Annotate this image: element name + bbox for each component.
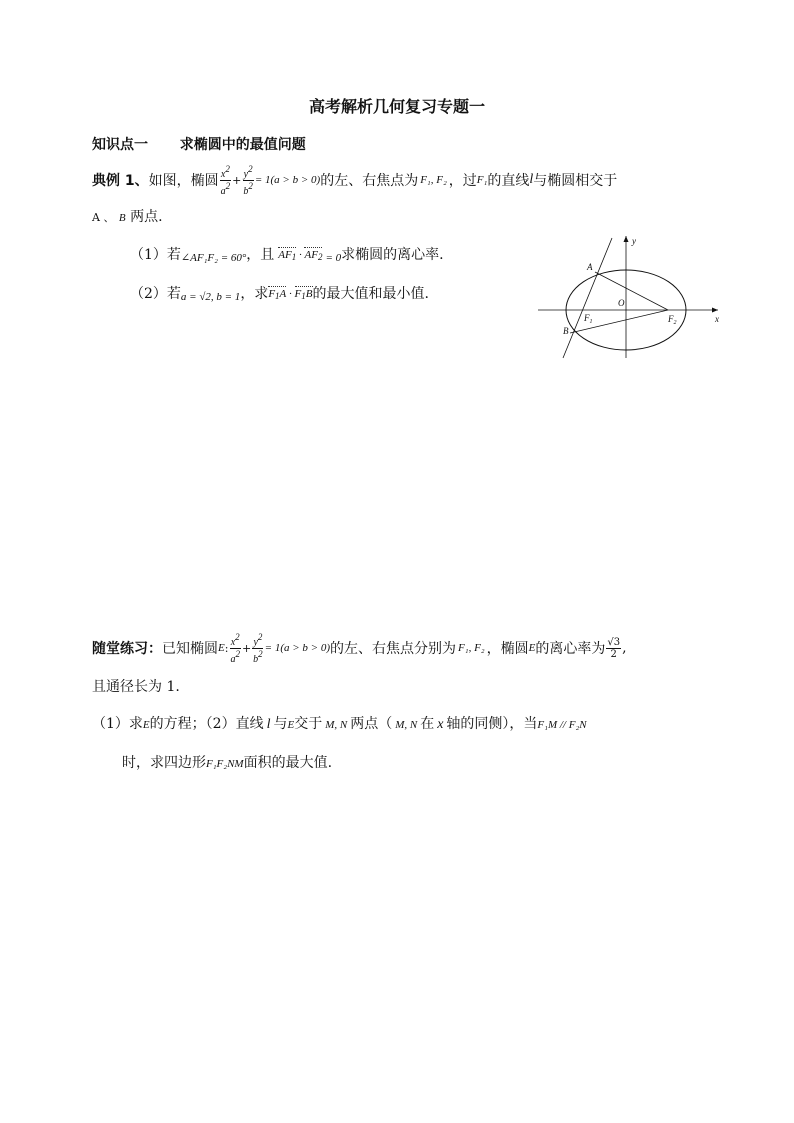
section-label: 知识点一 [92, 137, 148, 153]
example1-intro-e: 与椭圆相交于 [533, 173, 618, 189]
practice-intro-b: 的左、右焦点分别为 [330, 641, 457, 657]
practice-mn-2: M, N [395, 719, 418, 731]
practice-question2 [122, 752, 332, 772]
section-title: 求椭圆中的最值问题 [179, 137, 306, 153]
ellipse-figure [530, 228, 730, 363]
section-heading [92, 134, 306, 154]
q1-angle: ∠AF₁F₂ = 60° [180, 252, 247, 264]
practice-intro-d: 的离心率为 [535, 641, 606, 657]
practice-x-axis: x [437, 717, 444, 732]
point-a-label: A 、 [92, 211, 115, 224]
practice-quad: F₁F₂NM [206, 758, 244, 770]
practice-ellipse-name-2: E [528, 642, 536, 654]
practice-q1-e: 两点（ [350, 716, 393, 732]
practice-ellipse-condition: = 1(a > b > 0) [264, 642, 331, 654]
label-focus2: $F_2$ [668, 314, 677, 326]
example1-question2 [130, 283, 429, 303]
example1-intro-a: 如图，椭圆 [148, 173, 219, 189]
label-focus1: $F_1$ [584, 313, 593, 325]
q2-suffix: 的最大值和最小值. [312, 286, 429, 302]
practice-fraction-y2-b2: $\frac{y^2}{b^2}$ [253, 631, 263, 665]
example1-line2 [92, 206, 163, 226]
practice-q1-f: 在 [420, 716, 435, 732]
label-y: y [632, 236, 636, 246]
practice-intro-c: ，椭圆 [486, 641, 529, 657]
q1-dot-result: = 0 [325, 252, 342, 264]
eccentricity-fraction: $\frac{√3}{2}$ [607, 636, 621, 660]
practice-ellipse-name: E [218, 642, 225, 654]
example1-intro-f: 两点. [130, 209, 163, 225]
label-origin: O [618, 298, 625, 308]
practice-e-1: E [142, 719, 150, 731]
x-axis-arrow [712, 308, 718, 313]
example1-intro-b: 的左、右焦点为 [320, 173, 419, 189]
focus1-label: F₁ [476, 174, 488, 186]
practice-mn-1: M, N [325, 719, 348, 731]
label-point-b: B [563, 326, 569, 336]
practice-q1-g: 轴的同侧），当 [446, 716, 538, 732]
foci-label: F₁, F₂ [420, 174, 447, 186]
example1-label: 典例 1、 [92, 173, 149, 189]
practice-intro-e: , [622, 640, 627, 656]
fraction-y2-b2: $\frac{y^2}{b^2}$ [243, 163, 253, 197]
q1-vector-expr: $AF_1 \cdot AF_2$ [278, 249, 323, 262]
line-l [563, 238, 612, 358]
y-axis-arrow [624, 236, 629, 242]
practice-label: 随堂练习： [92, 641, 162, 657]
practice-e-2: E [287, 719, 295, 731]
page-title: 高考解析几何复习专题一 [308, 97, 485, 116]
practice-line1: 随堂练习： 已知椭圆 E : $\frac{x^2}{a^2}$ + $\frac{y^2}{b^2}$ = 1(a > b > 0) 的左、右焦点分别为 F₁, F₂ ，椭圆 E 的离心率为 $\frac{√3}{2}$ , [92, 631, 627, 665]
q1-prefix: （1）若 [130, 247, 181, 263]
example1-question1 [130, 244, 444, 264]
point-b-label: B [118, 212, 126, 224]
practice-q2-a: 时，求四边形 [122, 755, 206, 771]
practice-parallel: F₁M // F₂N [537, 719, 587, 731]
practice-q1-b: 的方程；（2）直线 [149, 716, 264, 732]
example1-intro-c: ，过 [448, 173, 477, 189]
practice-line2: 且通径长为 1. [92, 679, 180, 695]
practice-q1: （1）求 [92, 716, 143, 732]
q1-mid: ，且 [246, 247, 275, 263]
practice-intro-a: 已知椭圆 [162, 641, 218, 657]
practice-q1-c: 与 [273, 716, 288, 732]
q2-mid: ，求 [240, 286, 269, 302]
fraction-x2-a2: $\frac{x^2}{a^2}$ [220, 163, 231, 197]
q1-suffix: 求椭圆的离心率. [341, 247, 444, 263]
q2-prefix: （2）若 [130, 286, 181, 302]
q2-condition: a = √2, b = 1 [180, 291, 241, 303]
line-l-label: l [529, 172, 534, 187]
q2-vector-expr: $F_1A \cdot F_1B$ [268, 288, 313, 301]
segment-af2 [595, 272, 668, 310]
practice-q1-d: 交于 [294, 716, 323, 732]
practice-foci: F₁, F₂ [458, 642, 485, 654]
label-x: x [715, 314, 719, 324]
practice-q2-b: 面积的最大值. [243, 755, 333, 771]
practice-question1 [92, 713, 587, 733]
example1-intro-d: 的直线 [487, 173, 530, 189]
label-point-a: A [587, 262, 593, 272]
practice-line-name: l [266, 717, 271, 732]
example1-line1: 典例 1、 如图，椭圆 $\frac{x^2}{a^2}$ + $\frac{y^2}{b^2}$ = 1(a > b > 0) 的左、右焦点为 F₁, F₂ ，过 F₁ 的直线 l 与椭圆相交于 [92, 163, 618, 197]
practice-fraction-x2-a2: $\frac{x^2}{a^2}$ [230, 631, 240, 665]
ellipse-condition: = 1(a > b > 0) [254, 174, 321, 186]
